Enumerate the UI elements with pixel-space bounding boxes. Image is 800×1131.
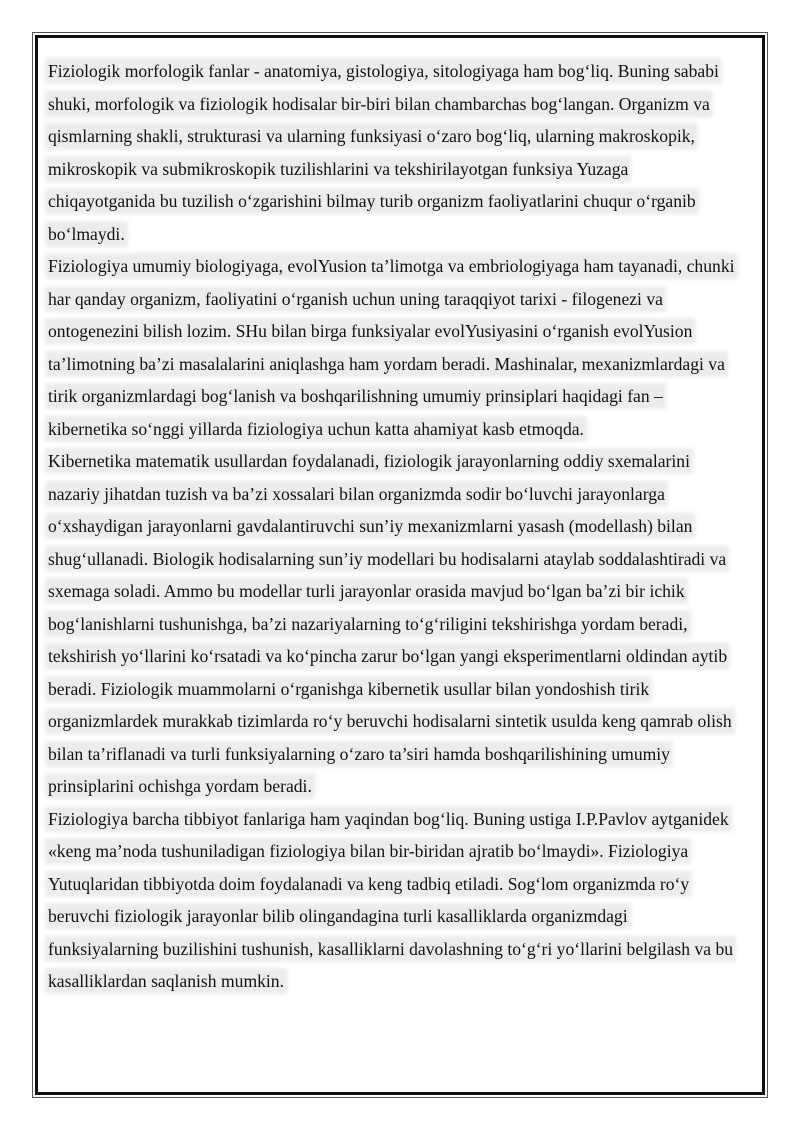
paragraph-1 bbox=[48, 55, 738, 250]
paragraph-2 bbox=[48, 250, 738, 445]
paragraph-3-text: Kibernetika matematik usullardan foydalanadi, fiziologik jarayonlarning oddiy sxemalarini nazariy jihatdan tuzish va ba’zi xossalari bilan organizmda sodir bo‘luvchi jarayonlarga o‘xshaydigan jarayonlarni gavdalantiruvchi sun’iy mexanizmlarni yasash (modellash) bilan shug‘ullanadi. Biologik hodisalarning sun’iy modellari bu hodisalarni ataylab soddalashtiradi va sxemaga soladi. Ammo bu modellar turli jarayonlar orasida mavjud bo‘lgan ba’zi bir ichik bog‘lanishlarni tushunishga, ba’zi nazariyalarning to‘g‘riligini tekshirishga yordam beradi, tekshirish yo‘llarini ko‘rsatadi va ko‘pincha zarur bo‘lgan yangi eksperimentlarni oldindan aytib beradi. Fiziologik muammolarni o‘rganishga kibernetik usullar bilan yondoshish tirik organizmlardek murakkab tizimlarda ro‘y beruvchi hodisalarni sintetik usulda keng qamrab olish bilan ta’riflanadi va turli funksiyalarning o‘zaro ta’siri hamda boshqarilishining umumiy prinsiplarini ochishga yordam beradi. bbox=[48, 451, 732, 796]
paragraph-3 bbox=[48, 445, 738, 803]
paragraph-4 bbox=[48, 803, 738, 998]
paragraph-4-text: Fiziologiya barcha tibbiyot fanlariga ham yaqindan bog‘liq. Buning ustiga I.P.Pavlov aytganidek «keng ma’noda tushuniladigan fiziologiya bilan bir-biridan ajratib bo‘lmaydi». Fiziologiya Yutuqlaridan tibbiyotda doim foydalanadi va keng tadbiq etiladi. Sog‘lom organizmda ro‘y beruvchi fiziologik jarayonlar bilib olingandagina turli kasalliklarda organizmdagi funksiyalarning buzilishini tushunish, kasalliklarni davolashning to‘g‘ri yo‘llarini belgilash va bu kasalliklardan saqlanish mumkin. bbox=[48, 808, 734, 991]
paragraph-2-text: Fiziologiya umumiy biologiyaga, evolYusion ta’limotga va embriologiyaga ham tayanadi, chunki har qanday organizm, faoliyatini o‘rganish uchun uning taraqqiyot tarixi - filogenezi va ontogenezini bilish lozim. SHu bilan birga funksiyalar evolYusiyasini o‘rganish evolYusion ta’limotning ba’zi masalalarini aniqlashga ham yordam beradi. Mashinalar, mexanizmlardagi va tirik organizmlardagi bog‘lanish va boshqarilishning umumiy prinsiplari haqidagi fan – kibernetika so‘nggi yillarda fiziologiya uchun katta ahamiyat kasb etmoqda. bbox=[48, 256, 735, 439]
paragraph-1-text: Fiziologik morfologik fanlar - anatomiya, gistologiya, sitologiyaga ham bog‘liq. Buning sababi shuki, morfologik va fiziologik hodisalar bir-biri bilan chambarchas bog‘langan. Organizm va qismlarning shakli, strukturasi va ularning funksiyasi o‘zaro bog‘liq, ularning makroskopik, mikroskopik va submikroskopik tuzilishlarini va tekshirilayotgan funksiya Yuzaga chiqayotganida bu tuzilish o‘zgarishini bilmay turib organizm faoliyatlarini chuqur o‘rganib bo‘lmaydi. bbox=[48, 61, 719, 244]
document-body bbox=[48, 55, 738, 998]
